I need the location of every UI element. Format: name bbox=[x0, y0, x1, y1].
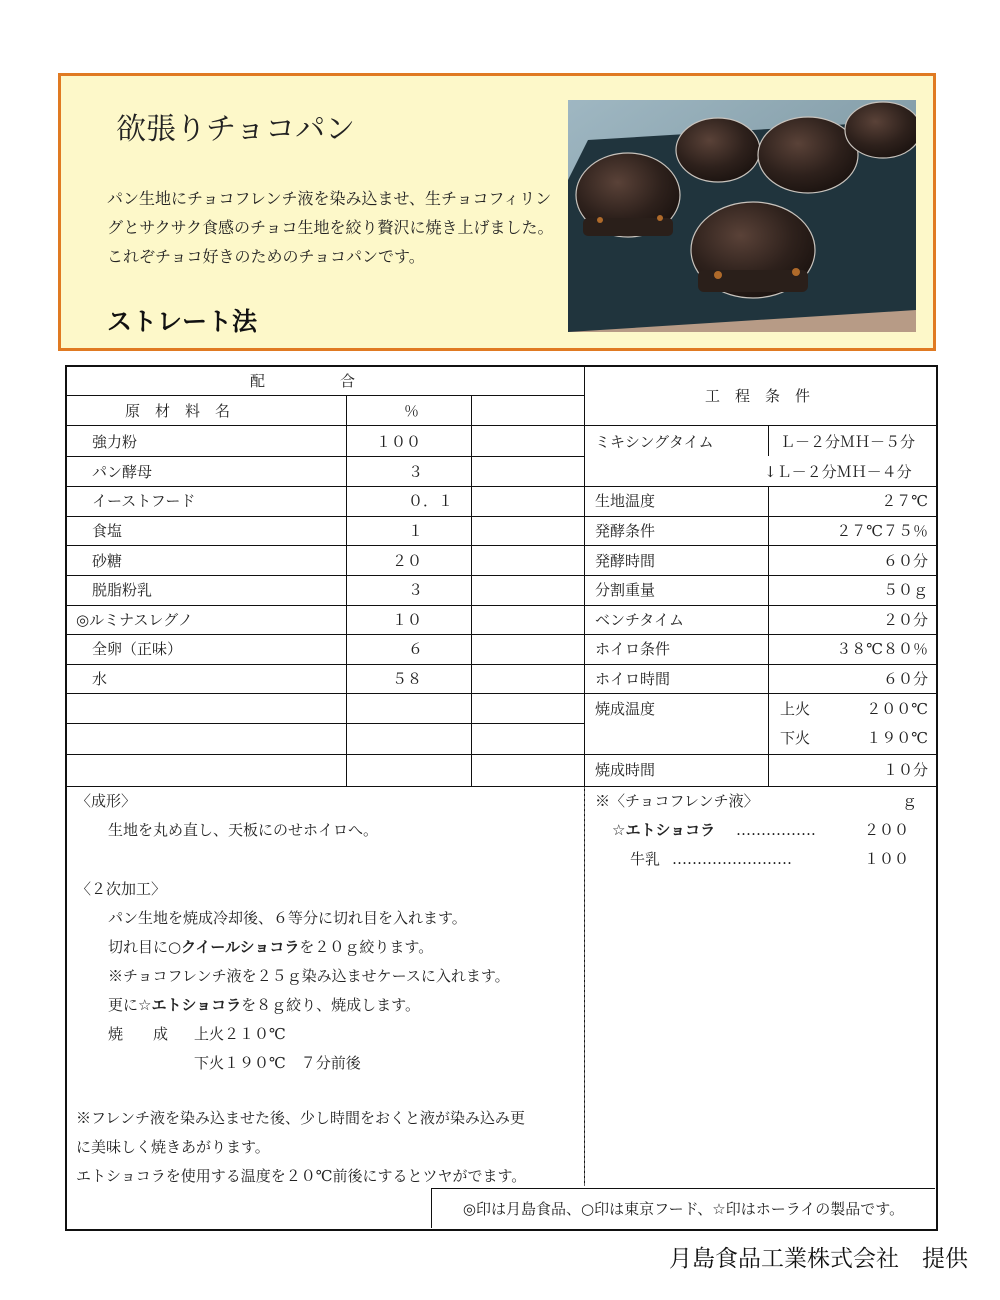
recipe-header-panel bbox=[58, 73, 936, 351]
secondary-step: パン生地を焼成冷却後、６等分に切れ目を入れます。 bbox=[108, 909, 467, 927]
french-liquid-value: １００ bbox=[864, 850, 910, 868]
table-divider bbox=[66, 723, 584, 724]
french-liquid-title: ※〈チョコフレンチ液〉 bbox=[595, 792, 759, 810]
ingredient-value: ０．１ bbox=[408, 492, 454, 510]
footnote: に美味しく焼きあがります。 bbox=[76, 1138, 270, 1156]
ingredient-header: 原 材 料 名 bbox=[125, 402, 231, 420]
ingredient-value: １ bbox=[408, 522, 424, 540]
method-label: ストレート法 bbox=[107, 307, 258, 336]
french-liquid-value: ２００ bbox=[864, 821, 910, 839]
process-value: ２７℃ bbox=[881, 492, 928, 510]
table-divider bbox=[768, 426, 769, 456]
french-liquid-unit: ｇ bbox=[902, 792, 918, 810]
shaping-text: 生地を丸め直し、天板にのせホイロへ。 bbox=[108, 821, 379, 839]
process-value: ６０分 bbox=[882, 552, 928, 570]
table-divider bbox=[66, 516, 936, 517]
top-heat-label: 上火 bbox=[780, 700, 811, 718]
ingredient-name: ◎ルミナスレグノ bbox=[76, 611, 193, 629]
table-divider bbox=[66, 545, 936, 546]
recipe-title: 欲張りチョコパン bbox=[116, 112, 356, 147]
bake-label: 焼 成 bbox=[108, 1025, 169, 1043]
french-liquid-item bbox=[612, 816, 715, 846]
ingredient-value: ３ bbox=[408, 463, 424, 481]
bake-top: 上火２１０℃ bbox=[194, 1025, 286, 1043]
ingredient-value: ３ bbox=[408, 581, 424, 599]
process-value: ５０ｇ bbox=[882, 581, 928, 599]
process-value: １０分 bbox=[882, 761, 928, 779]
bake-bottom: 下火１９０℃ ７分前後 bbox=[194, 1054, 361, 1072]
ingredient-value: ６ bbox=[408, 640, 424, 658]
shaping-title: 〈成形〉 bbox=[76, 792, 137, 810]
ingredient-name: 全卵（正味） bbox=[92, 640, 183, 658]
table-divider bbox=[66, 575, 936, 576]
process-label: ホイロ時間 bbox=[595, 670, 671, 688]
process-label: ミキシングタイム bbox=[595, 433, 714, 451]
ingredient-name: パン酵母 bbox=[92, 463, 153, 481]
product-name: ☆エトショコラ bbox=[612, 821, 716, 839]
ingredient-name: 食塩 bbox=[92, 522, 123, 540]
table-divider bbox=[584, 754, 936, 755]
table-divider bbox=[66, 605, 936, 606]
secondary-title: 〈２次加工〉 bbox=[76, 880, 167, 898]
french-liquid-item: 牛乳 bbox=[630, 850, 661, 868]
ingredient-name: 砂糖 bbox=[92, 552, 123, 570]
legend-text: ◎印は月島食品、○印は東京フード、☆印はホーライの製品です。 bbox=[462, 1200, 905, 1218]
ingredient-name: 脱脂粉乳 bbox=[92, 581, 153, 599]
recipe-table bbox=[65, 365, 938, 1231]
table-divider bbox=[66, 456, 584, 457]
table-divider bbox=[66, 754, 584, 755]
process-label: 焼成温度 bbox=[595, 700, 656, 718]
process-value: ６０分 bbox=[882, 670, 928, 688]
product-name: ☆エトショコラ bbox=[138, 996, 242, 1014]
table-divider bbox=[66, 486, 936, 487]
process-value: ２０分 bbox=[882, 611, 928, 629]
process-value: Ｌ－２分ＭＨ－５分 bbox=[780, 433, 916, 451]
process-label: ホイロ条件 bbox=[595, 640, 671, 658]
table-divider bbox=[66, 634, 936, 635]
product-name: ○クイールショコラ bbox=[168, 938, 300, 956]
table-divider bbox=[584, 786, 585, 1186]
ingredient-value: ５８ bbox=[392, 670, 423, 688]
table-divider bbox=[66, 786, 936, 787]
top-heat-value: ２００℃ bbox=[866, 700, 928, 718]
process-value: ２７℃７５％ bbox=[836, 522, 928, 540]
process-label: ベンチタイム bbox=[595, 611, 684, 629]
ingredient-name: 強力粉 bbox=[92, 433, 138, 451]
blend-header: 配 合 bbox=[250, 372, 356, 390]
ingredient-value: １００ bbox=[376, 433, 422, 451]
bottom-heat-label: 下火 bbox=[780, 729, 811, 747]
leader-dots: ……………. bbox=[736, 821, 816, 839]
process-label: 生地温度 bbox=[595, 492, 656, 510]
step-text: 切れ目に bbox=[108, 938, 169, 956]
table-divider bbox=[66, 425, 936, 426]
table-divider bbox=[66, 693, 936, 694]
ingredient-value: １０ bbox=[392, 611, 423, 629]
table-divider bbox=[471, 395, 472, 786]
table-divider bbox=[66, 395, 584, 396]
process-label: 焼成時間 bbox=[595, 761, 656, 779]
table-divider bbox=[346, 395, 347, 786]
legend-box bbox=[431, 1188, 935, 1228]
recipe-description: パン生地にチョコフレンチ液を染み込ませ、生チョコフィリングとサクサク食感のチョコ生地を絞り贅沢に焼き上げました。これぞチョコ好きのためのチョコパンです。 bbox=[107, 189, 554, 266]
leader-dots: …………………… bbox=[672, 850, 792, 868]
process-header: 工 程 条 件 bbox=[705, 387, 811, 405]
process-value: ３８℃８０％ bbox=[836, 640, 928, 658]
percent-header: ％ bbox=[404, 402, 420, 420]
provider-credit: 月島食品工業株式会社 提供 bbox=[669, 1246, 968, 1272]
process-label: 分割重量 bbox=[595, 581, 656, 599]
ingredient-name: 水 bbox=[92, 670, 108, 688]
chocolate-bread-photo bbox=[568, 100, 916, 332]
table-divider bbox=[768, 486, 769, 786]
footnote: エトショコラを使用する温度を２０℃前後にするとツヤがでます。 bbox=[76, 1167, 527, 1185]
table-divider bbox=[66, 664, 936, 665]
step-text: を２０ｇ絞ります。 bbox=[299, 938, 434, 956]
secondary-step bbox=[108, 933, 433, 963]
secondary-step: ※チョコフレンチ液を２５ｇ染み込ませケースに入れます。 bbox=[108, 967, 510, 985]
step-text: 更に bbox=[108, 996, 139, 1014]
step-text: を８ｇ絞り、焼成します。 bbox=[241, 996, 420, 1014]
process-label: 発酵条件 bbox=[595, 522, 656, 540]
ingredient-value: ２０ bbox=[392, 552, 423, 570]
secondary-step bbox=[108, 991, 420, 1021]
process-label: 発酵時間 bbox=[595, 552, 656, 570]
process-value: ↓Ｌ－２分ＭＨ－４分 bbox=[764, 463, 912, 481]
bottom-heat-value: １９０℃ bbox=[866, 729, 928, 747]
ingredient-name: イーストフード bbox=[92, 492, 196, 510]
footnote: ※フレンチ液を染み込ませた後、少し時間をおくと液が染み込み更 bbox=[76, 1109, 526, 1127]
